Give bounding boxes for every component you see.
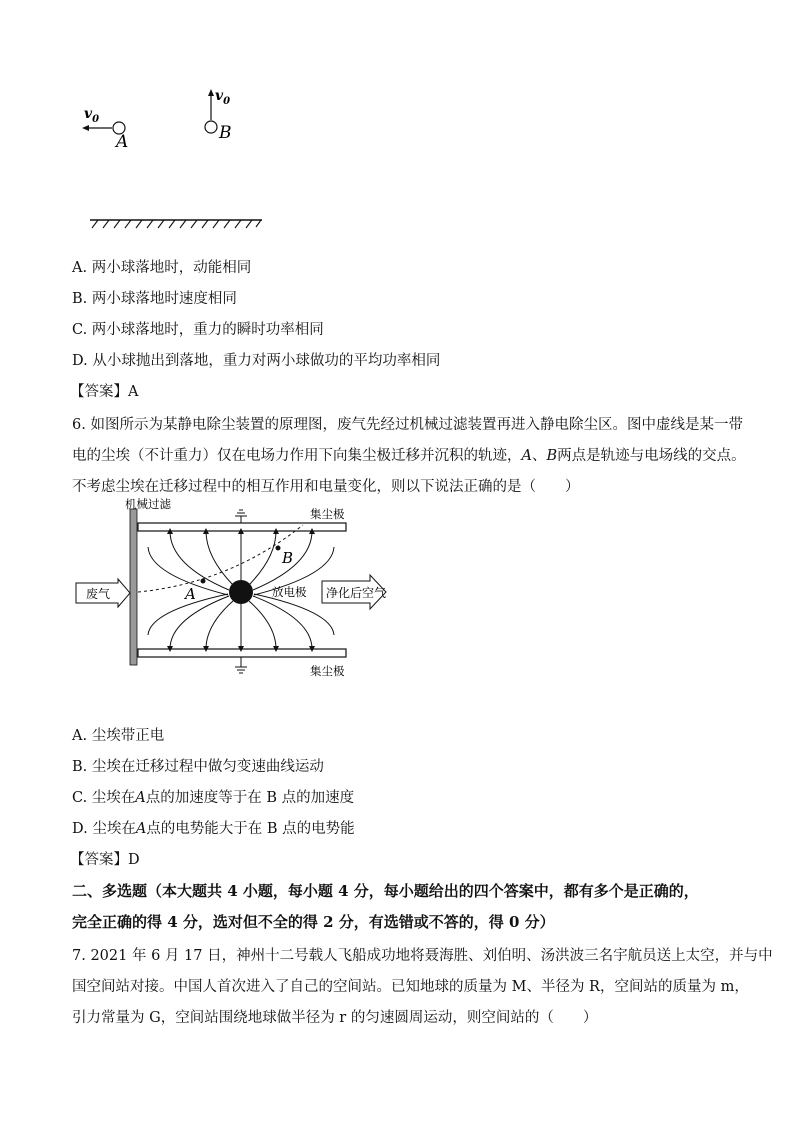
point-b — [276, 546, 281, 551]
q7-stem-line-3: 引力常量为 G，空间站围绕地球做半径为 r 的匀速圆周运动，则空间站的（ ） — [72, 1010, 598, 1026]
q6-option-a: A. 尘埃带正电 — [72, 728, 165, 744]
projectile-figure — [70, 80, 280, 240]
collector-bottom-label: 集尘极 — [310, 664, 345, 678]
ground-symbol-bottom — [235, 657, 247, 673]
q6-stem-line-1: 6. 如图所示为某静电除尘装置的原理图，废气先经过机械过滤装置再进入静电除尘区。图中虚线是某一带 — [72, 417, 743, 433]
input-label: 废气 — [86, 587, 111, 601]
output-label: 净化后空气 — [326, 586, 387, 600]
discharge-electrode — [229, 580, 253, 604]
section-heading-line-2: 完全正确的得 4 分，选对但不全的得 2 分，有选错或不答的，得 0 分） — [72, 913, 555, 931]
mechanical-filter — [130, 509, 137, 665]
collector-plate-bottom — [138, 649, 346, 657]
q6-answer: 【答案】D — [70, 852, 140, 868]
collector-top-label: 集尘极 — [310, 507, 345, 521]
section-heading-line-1: 二、多选题（本大题共 4 小题，每小题 4 分，每小题给出的四个答案中，都有多个是正确的， — [72, 882, 699, 900]
precipitator-diagram — [70, 495, 420, 695]
q5-option-a: A. 两小球落地时，动能相同 — [72, 260, 252, 276]
q7-stem-line-1: 7. 2021 年 6 月 17 日，神州十二号载人飞船成功地将聂海胜、刘伯明、汤洪波三名宇航员送上太空，并与中 — [72, 948, 773, 964]
ground-symbol-top — [235, 510, 247, 523]
q5-option-d: D. 从小球抛出到落地，重力对两小球做功的平均功率相同 — [72, 353, 441, 369]
ball-b-label: B — [219, 123, 232, 143]
q6-option-c: C. 尘埃在A点的加速度等于在 B 点的加速度 — [72, 790, 355, 806]
dust-trajectory — [138, 525, 303, 592]
ball-b — [205, 121, 217, 133]
filter-label: 机械过滤 — [125, 497, 171, 511]
q6-option-b: B. 尘埃在迁移过程中做匀变速曲线运动 — [72, 759, 324, 775]
q6-stem-line-3: 不考虑尘埃在迁移过程中的相互作用和电量变化，则以下说法正确的是（ ） — [72, 479, 580, 495]
ball-a-label: A — [116, 132, 129, 152]
discharge-label: 放电极 — [272, 585, 307, 599]
point-b-label: B — [282, 549, 294, 567]
q5-option-b: B. 两小球落地时速度相同 — [72, 291, 237, 307]
q5-answer: 【答案】A — [70, 384, 139, 400]
q7-stem-line-2: 国空间站对接。中国人首次进入了自己的空间站。已知地球的质量为 M、半径为 R，空间站的质量为 m， — [72, 979, 749, 995]
v0-label-a: $v_0$ — [84, 106, 100, 125]
q6-option-d: D. 尘埃在A点的电势能大于在 B 点的电势能 — [72, 821, 355, 837]
v0-label-b: $v_0$ — [215, 88, 231, 107]
point-a — [201, 579, 206, 584]
q5-option-c: C. 两小球落地时，重力的瞬时功率相同 — [72, 322, 324, 338]
collector-plate-top — [138, 523, 346, 531]
q6-stem-line-2: 电的尘埃（不计重力）仅在电场力作用下向集尘极迁移并沉积的轨迹，A、B两点是轨迹与电场线的交点。 — [72, 448, 746, 464]
ground-hatch — [90, 220, 262, 228]
point-a-label: A — [185, 585, 196, 603]
